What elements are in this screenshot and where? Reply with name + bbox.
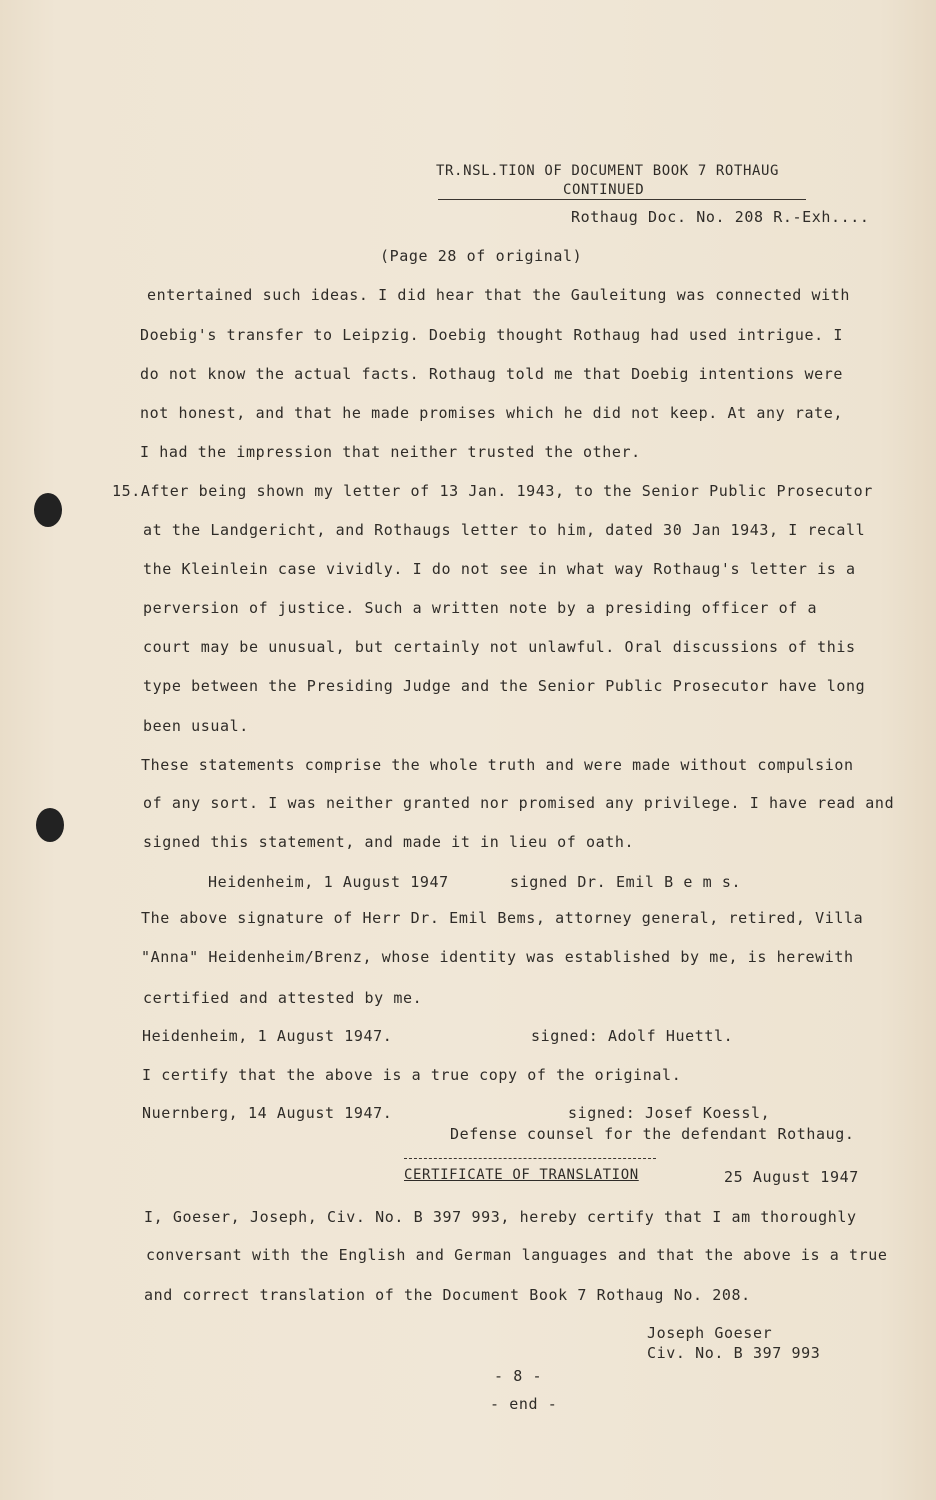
body-line: not honest, and that he made promises which he did not keep. At any rate, bbox=[140, 404, 844, 422]
certificate-heading: CERTIFICATE OF TRANSLATION bbox=[404, 1167, 639, 1183]
body-line: signed this statement, and made it in lieu of oath. bbox=[143, 833, 635, 851]
body-line: I had the impression that neither trusted the other. bbox=[140, 443, 641, 461]
signature-name: signed: Adolf Huettl. bbox=[531, 1027, 734, 1045]
attestation-line: certified and attested by me. bbox=[143, 989, 423, 1007]
signature-name: signed: Josef Koessl, bbox=[568, 1104, 771, 1122]
body-line: court may be unusual, but certainly not unlawful. Oral discussions of this bbox=[143, 638, 856, 656]
end-marker: - end - bbox=[490, 1395, 558, 1413]
original-page-reference: (Page 28 of original) bbox=[380, 247, 583, 265]
body-line: at the Landgericht, and Rothaugs letter to him, dated 30 Jan 1943, I recall bbox=[143, 521, 866, 539]
certify-copy-line: I certify that the above is a true copy of the original. bbox=[142, 1066, 682, 1084]
translator-civ-no: Civ. No. B 397 993 bbox=[647, 1344, 821, 1362]
signature-place-date: Heidenheim, 1 August 1947 bbox=[208, 873, 449, 891]
body-line: 15.After being shown my letter of 13 Jan. 1943, to the Senior Public Prosecutor bbox=[112, 482, 873, 500]
translator-name: Joseph Goeser bbox=[647, 1324, 773, 1342]
certificate-date: 25 August 1947 bbox=[724, 1168, 859, 1186]
signature-place-date: Heidenheim, 1 August 1947. bbox=[142, 1027, 393, 1045]
signature-place-date: Nuernberg, 14 August 1947. bbox=[142, 1104, 393, 1122]
body-line: perversion of justice. Such a written note by a presiding officer of a bbox=[143, 599, 818, 617]
body-line: type between the Presiding Judge and the Senior Public Prosecutor have long bbox=[143, 677, 866, 695]
body-line: Doebig's transfer to Leipzig. Doebig thought Rothaug had used intrigue. I bbox=[140, 326, 844, 344]
continued-label: CONTINUED bbox=[563, 182, 645, 198]
translation-title: TR.NSL.TION OF DOCUMENT BOOK 7 ROTHAUG bbox=[436, 163, 780, 179]
attestation-line: "Anna" Heidenheim/Brenz, whose identity was established by me, is herewith bbox=[141, 948, 854, 966]
signature-role: Defense counsel for the defendant Rothaug. bbox=[450, 1125, 855, 1143]
body-line: of any sort. I was neither granted nor promised any privilege. I have read and bbox=[143, 794, 895, 812]
punch-hole-top bbox=[34, 493, 62, 527]
punch-hole-bottom bbox=[36, 808, 64, 842]
header-rule bbox=[438, 199, 806, 200]
body-line: do not know the actual facts. Rothaug told me that Doebig intentions were bbox=[140, 365, 844, 383]
doc-reference: Rothaug Doc. No. 208 R.-Exh.... bbox=[571, 208, 870, 226]
attestation-line: The above signature of Herr Dr. Emil Bems, attorney general, retired, Villa bbox=[141, 909, 864, 927]
certificate-line: and correct translation of the Document Book 7 Rothaug No. 208. bbox=[144, 1286, 751, 1304]
certificate-rule bbox=[404, 1158, 656, 1159]
body-line: the Kleinlein case vividly. I do not see in what way Rothaug's letter is a bbox=[143, 560, 856, 578]
signature-name: signed Dr. Emil B e m s. bbox=[510, 873, 742, 891]
body-line: These statements comprise the whole truth and were made without compulsion bbox=[141, 756, 854, 774]
body-line: entertained such ideas. I did hear that the Gauleitung was connected with bbox=[147, 286, 851, 304]
certificate-line: I, Goeser, Joseph, Civ. No. B 397 993, hereby certify that I am thoroughly bbox=[144, 1208, 857, 1226]
page-number: - 8 - bbox=[494, 1367, 543, 1385]
certificate-line: conversant with the English and German languages and that the above is a true bbox=[146, 1246, 888, 1264]
body-line: been usual. bbox=[143, 717, 249, 735]
